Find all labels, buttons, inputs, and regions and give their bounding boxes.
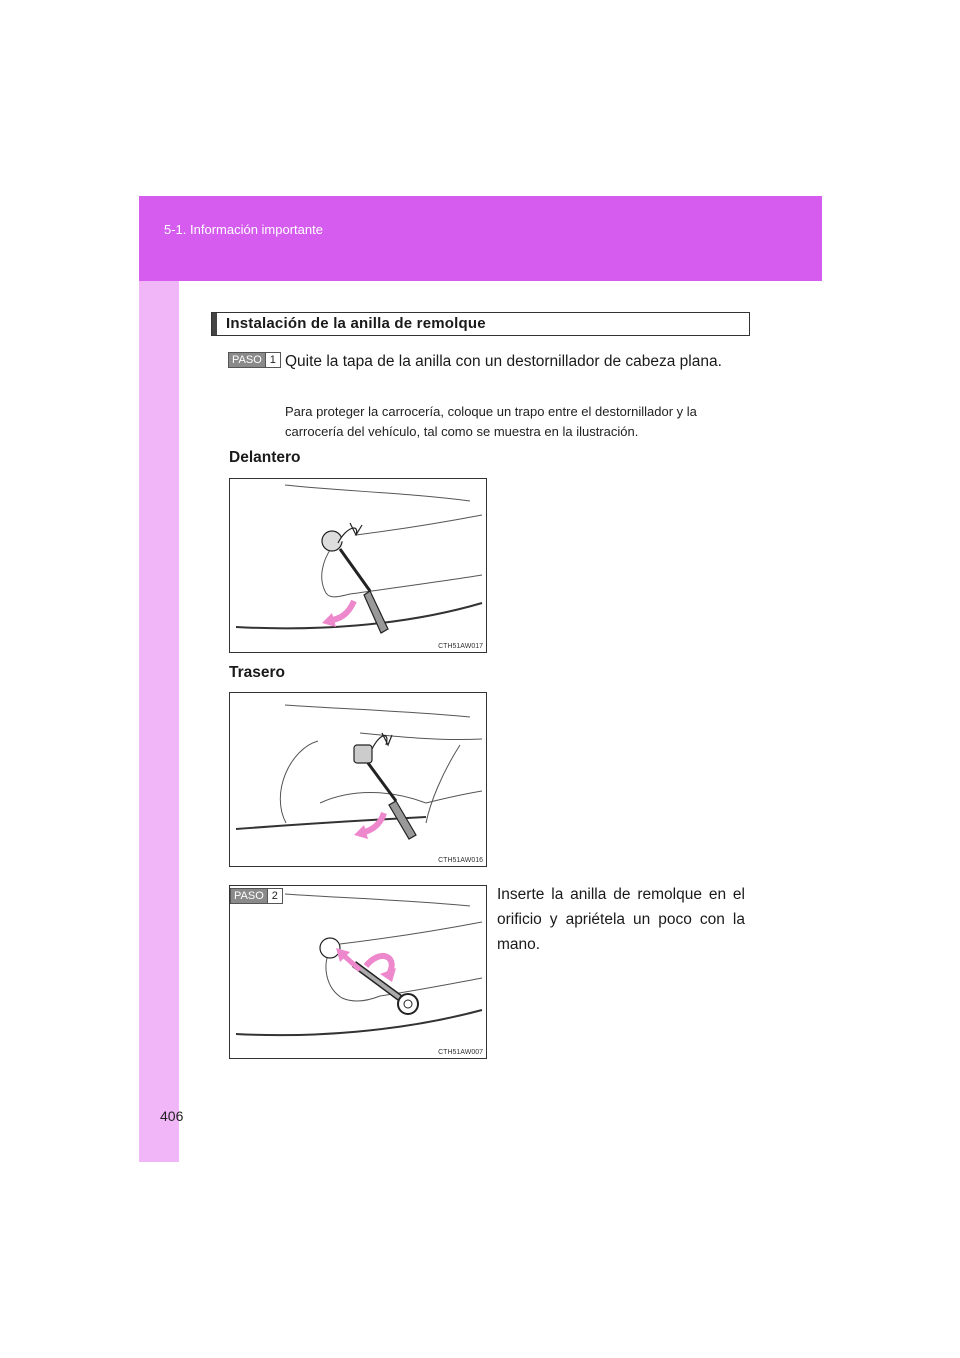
rear-bumper-illustration (230, 693, 486, 866)
step-1-badge-number: 1 (265, 353, 280, 367)
section-title: Instalación de la anilla de remolque (226, 315, 486, 332)
section-title-bar (212, 313, 217, 335)
step-2-badge-number: 2 (267, 889, 282, 903)
figure-rear-code: CTH51AW016 (438, 857, 483, 864)
step-1-text: Quite la tapa de la anilla con un destornillador de cabeza plana. (285, 353, 722, 370)
towing-eyelet-illustration (230, 886, 486, 1058)
section-title-box (211, 312, 750, 336)
step-2-text: Inserte la anilla de remolque en el orificio y apriétela un poco con la mano. (497, 886, 745, 953)
step-2-badge (230, 888, 283, 904)
section-header: 5-1. Información importante (164, 222, 323, 237)
side-band (139, 281, 179, 1162)
figure-front-heading: Delantero (229, 449, 301, 466)
step-2-badge-label: PASO (231, 889, 267, 903)
figure-step-2 (229, 885, 487, 1059)
step-1-badge (228, 352, 281, 368)
step-1-badge-label: PASO (229, 353, 265, 367)
front-bumper-illustration (230, 479, 486, 652)
figure-rear (229, 692, 487, 867)
figure-rear-heading: Trasero (229, 664, 286, 681)
figure-step-2-code: CTH51AW007 (438, 1049, 483, 1056)
page-number: 406 (160, 1108, 184, 1124)
step-1-note: Para proteger la carrocería, coloque un trapo entre el destornillador y la carrocería del vehículo, tal como se muestra en la ilustración. (285, 404, 697, 439)
header-band (139, 196, 822, 281)
figure-front-code: CTH51AW017 (438, 643, 483, 650)
figure-front (229, 478, 487, 653)
